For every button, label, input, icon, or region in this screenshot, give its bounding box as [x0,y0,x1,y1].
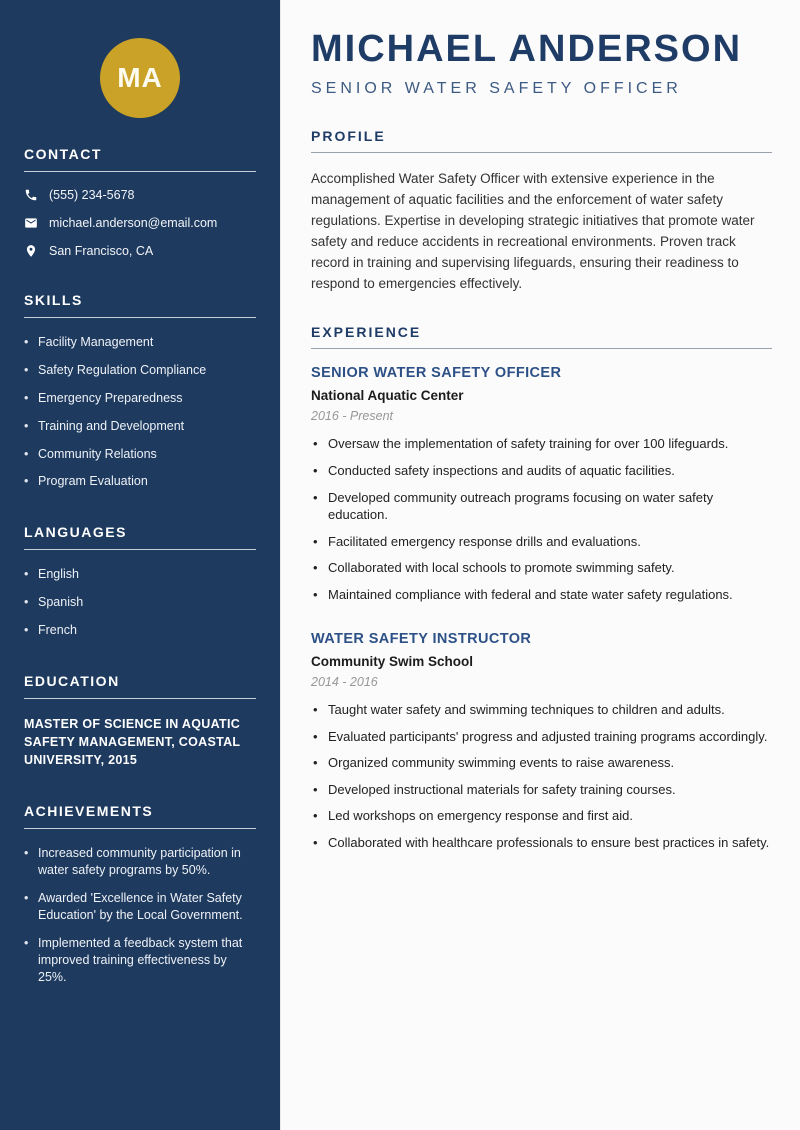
job-bullet: • Collaborated with local schools to promote swimming safety. [311,559,772,577]
skills-list [24,334,256,490]
main-content [280,0,800,1130]
job-bullet: • Taught water safety and swimming techniques to children and adults. [311,701,772,719]
avatar [100,38,180,118]
skill-item: • Emergency Preparedness [24,390,256,407]
education-degree: MASTER OF SCIENCE IN AQUATIC SAFETY MANAGEMENT, COASTAL UNIVERSITY, 2015 [24,716,241,768]
job-bullet: • Developed community outreach programs focusing on water safety education. [311,489,772,524]
skill-item: • Training and Development [24,418,256,435]
skill-item: • Community Relations [24,446,256,463]
job-dates: 2014 - 2016 [311,675,378,690]
language-item: • Spanish [24,594,256,611]
job-dates: 2016 - Present [311,409,393,424]
location-icon [24,244,38,258]
contact-phone [24,188,256,202]
job-bullet: • Oversaw the implementation of safety training for over 100 lifeguards. [311,435,772,453]
contact-email-text: michael.anderson@email.com [49,216,218,230]
contact-location-text: San Francisco, CA [49,244,154,258]
achievements-list [24,845,256,985]
email-icon [24,216,38,230]
education-section [24,673,256,769]
achievement-item: • Increased community participation in water safety programs by 50%. [24,845,256,879]
job-bullets [311,701,772,851]
languages-heading: LANGUAGES [24,524,256,550]
job-bullets [311,435,772,603]
job-title: SENIOR WATER SAFETY OFFICER [311,365,562,382]
profile-text: Accomplished Water Safety Officer with extensive experience in the management of aquatic facilities and the enforcement of water safety regulations. Expertise in developing strategic initiatives that promote water safety and reduce accidents in recreational environments. Proven track record in training and supervising lifeguards, ensuring their readiness to respond to emergencies effectively. [311,170,755,291]
candidate-name: MICHAEL ANDERSON [311,28,743,70]
job-bullet: • Facilitated emergency response drills and evaluations. [311,533,772,551]
job-bullet: • Developed instructional materials for safety training courses. [311,781,772,799]
job-bullet: • Led workshops on emergency response and first aid. [311,807,772,825]
languages-list [24,566,256,639]
skill-item: • Facility Management [24,334,256,351]
language-item: • English [24,566,256,583]
job-title: WATER SAFETY INSTRUCTOR [311,631,532,648]
job-bullet: • Collaborated with healthcare professionals to ensure best practices in safety. [311,834,772,852]
achievements-section [24,803,256,985]
skills-heading: SKILLS [24,292,256,318]
contact-heading: CONTACT [24,146,256,172]
contact-email [24,216,256,230]
job-company: National Aquatic Center [311,388,464,404]
achievements-heading: ACHIEVEMENTS [24,803,256,829]
skill-item: • Program Evaluation [24,473,256,490]
profile-section [311,128,772,295]
contact-section [24,146,256,258]
avatar-initials: MA [117,62,163,93]
phone-icon [24,188,38,202]
profile-heading: PROFILE [311,128,772,153]
achievement-item: • Awarded 'Excellence in Water Safety Education' by the Local Government. [24,890,256,924]
languages-section [24,524,256,639]
job-bullet: • Evaluated participants' progress and adjusted training programs accordingly. [311,728,772,746]
job-company: Community Swim School [311,654,474,670]
achievement-item: • Implemented a feedback system that improved training effectiveness by 25%. [24,935,256,986]
experience-section [311,324,772,851]
job-bullet: • Conducted safety inspections and audits of aquatic facilities. [311,462,772,480]
experience-heading: EXPERIENCE [311,324,772,349]
experience-job [311,631,772,851]
language-item: • French [24,622,256,639]
contact-phone-text: (555) 234-5678 [49,188,135,202]
education-heading: EDUCATION [24,673,256,699]
skill-item: • Safety Regulation Compliance [24,362,256,379]
contact-location [24,244,256,258]
experience-job [311,365,772,603]
job-bullet: • Organized community swimming events to raise awareness. [311,754,772,772]
candidate-title: SENIOR WATER SAFETY OFFICER [311,79,682,97]
job-bullet: • Maintained compliance with federal and state water safety regulations. [311,586,772,604]
sidebar [0,0,280,1130]
skills-section [24,292,256,490]
